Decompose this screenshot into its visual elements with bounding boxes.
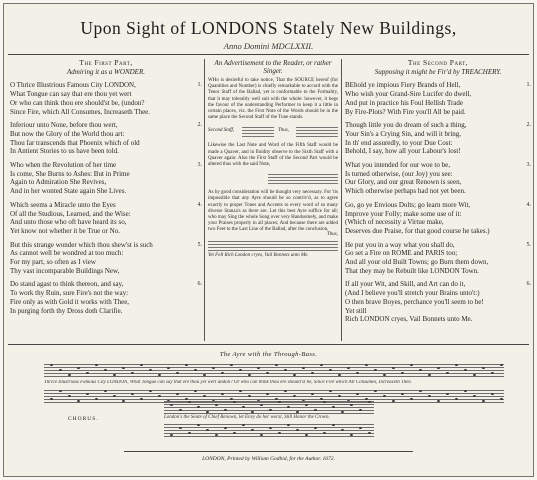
music-note	[239, 390, 242, 392]
music-note	[323, 401, 326, 403]
music-note	[176, 372, 179, 374]
music-note	[287, 424, 290, 426]
advertisement-paragraph-2: Likewise the Last Note and Word of the Fifth Staff would be made a Quaver, and in fluidity observe to the Sixth Staff with a Quaver again: Also the First Staff of the Second Part would be altered thus with the said Note,	[208, 143, 338, 168]
music-note	[332, 424, 335, 426]
column-divider-left	[204, 59, 205, 341]
advertisement-staff-2	[208, 172, 338, 186]
music-note	[269, 427, 272, 429]
music-note	[224, 427, 227, 429]
verse-line: Is come, She Burns to Ashes: But in Prime	[10, 169, 130, 178]
column-divider-right	[341, 59, 342, 341]
music-note	[233, 432, 236, 434]
music-note	[50, 398, 53, 400]
music-note	[446, 372, 449, 374]
verse-line: BEhold ye impious Fiery Brands of Hell,	[345, 81, 461, 90]
music-note	[230, 364, 233, 366]
music-note	[320, 364, 323, 366]
verse-line: What Tongue can say that ere thou yet wert	[10, 90, 132, 99]
verse-line: Which otherwise perhaps had not yet been.	[345, 187, 466, 196]
advertisement-paragraph-3: As by good consideration will be thought very necessary. For 'tis impossible that any Ayre should be so contriv'd, as to agree exactly to proper Tones and Accents to every word of so many diverse Stanza's as there are. Let this best Ayre suffice for all; who may Sing the whole Song over very Handsomely, and make your Praises properly in all places; And because there are added two Feet to the Last Line of the Ballad, after the conclusion,	[208, 190, 338, 233]
music-note	[305, 404, 308, 406]
music-note	[77, 367, 80, 369]
music-note	[269, 409, 272, 411]
verse-line: And unto those who oft have heard its so,	[10, 218, 127, 227]
verse-line: But this strange wonder which thou shew'st is such	[10, 240, 153, 249]
music-note	[95, 398, 98, 400]
music-note	[278, 401, 281, 403]
top-rule	[8, 54, 529, 55]
staff-label-thus-2: Thus,	[327, 231, 338, 237]
music-note	[185, 398, 188, 400]
verse	[10, 201, 202, 236]
music-note	[233, 401, 236, 403]
verse-line: Do stand agast to think thereon, and say,	[10, 280, 124, 289]
music-staff-4	[164, 424, 374, 438]
verse-line: For my part, so often as I view	[10, 258, 96, 267]
music-note	[212, 367, 215, 369]
music-note	[365, 364, 368, 366]
first-part-subheading: Admiring it as a WONDER.	[67, 67, 145, 76]
second-part-verses	[345, 81, 531, 324]
second-part-column	[345, 59, 531, 324]
verse-line: Thy vast incomparable Buildings New,	[10, 266, 120, 275]
music-note	[176, 393, 179, 395]
broadside-sheet	[3, 3, 534, 477]
advertisement-column	[208, 59, 338, 264]
tune-lyric-2: London's the Seate of Chief Renown, let Envy do her worst, Still Honor the Crown.	[164, 415, 330, 420]
verse	[345, 161, 531, 196]
staff-label-second: Second Staff,	[208, 128, 235, 134]
footer-rule	[124, 451, 413, 452]
verse	[345, 81, 531, 116]
music-note	[311, 372, 314, 374]
first-part-heading: The First Part,	[79, 58, 133, 67]
music-note	[86, 372, 89, 374]
verse-line: Yet know not whether it be True or No.	[10, 226, 120, 235]
music-note	[179, 409, 182, 411]
music-note	[170, 404, 173, 406]
verse-line: And all your old Built Towns; go Burn them down,	[345, 258, 489, 267]
music-note	[185, 364, 188, 366]
music-note	[365, 398, 368, 400]
music-note	[500, 364, 503, 366]
verse-line: Which seems a Miracle unto the Eyes	[10, 200, 116, 209]
music-staff-3	[164, 401, 374, 415]
music-note	[368, 401, 371, 403]
advertisement-staff-3	[208, 231, 338, 260]
music-note	[350, 404, 353, 406]
tune-title: The Ayre with the Through-Bass.	[219, 351, 318, 358]
verse-number: 6.	[526, 281, 531, 288]
verse	[10, 280, 202, 315]
verse-line: Behold, I say, how all your Labour's lost!	[345, 147, 461, 156]
verse-line: O then brave Boyes, perchance you'll seem to be!	[345, 297, 484, 306]
verse-number: 3.	[197, 162, 202, 169]
music-note	[59, 390, 62, 392]
verse-line: That they may be Rebuilt like LONDON Town.	[345, 266, 479, 275]
verse-line: Though little you do dream of such a thing,	[345, 121, 467, 130]
verse-line: In purging forth thy Dross doth Clarifie.	[10, 306, 123, 315]
verse	[345, 201, 531, 236]
music-note	[224, 409, 227, 411]
imprint-footer: LONDON, Printed by William Godbid, for the Author. 1672.	[202, 456, 335, 462]
verse-line: Your Sin's a Crying Sin, and will it bring,	[345, 129, 462, 138]
verse-line: Deserves due Praise, for that good course he takes.)	[345, 226, 490, 235]
verse-line: Yet still	[345, 306, 367, 315]
music-note	[311, 393, 314, 395]
music-note	[86, 393, 89, 395]
verse	[345, 241, 531, 276]
advertisement-staff-1	[208, 125, 338, 139]
music-note	[320, 398, 323, 400]
music-note	[419, 390, 422, 392]
music-note	[221, 393, 224, 395]
page-title: Upon Sight of LONDONS Stately New Buildings,	[80, 18, 457, 38]
verse-line: To work thy Ruin, sure Fire's not the way:	[10, 289, 129, 298]
verse-number: 2.	[526, 122, 531, 129]
music-note	[401, 372, 404, 374]
music-note	[356, 372, 359, 374]
music-note	[314, 427, 317, 429]
first-part-verses	[10, 81, 202, 315]
music-note	[95, 364, 98, 366]
music-note	[401, 393, 404, 395]
verse-line: O Thrice Illustrious Famous City LONDON,	[10, 81, 136, 90]
verse-line: In Antient Stories to us have been told.	[10, 147, 119, 156]
music-note	[437, 367, 440, 369]
music-note	[302, 367, 305, 369]
verse-line: Is turned otherwise, (our Joy) you see:	[345, 169, 453, 178]
verse-line: Go set a Fire on ROME and PARIS too;	[345, 249, 458, 258]
verse-number: 6.	[197, 281, 202, 288]
verse-line: Go, go ye Envious Dolts; go learn more Wit,	[345, 200, 471, 209]
advertisement-heading: An Advertisement to the Reader, or rather Singer.	[214, 59, 332, 75]
staff-lyric: Yet Fell Rich London cryes, Vail Bonnets unto Me.	[208, 252, 309, 258]
music-note	[131, 372, 134, 374]
verse-line: He put you in a way what you shall do,	[345, 240, 455, 249]
music-note	[221, 372, 224, 374]
music-note	[131, 393, 134, 395]
music-note	[266, 393, 269, 395]
verse-number: 4.	[526, 201, 531, 208]
verse-number: 1.	[526, 82, 531, 89]
music-staff-1	[44, 364, 504, 378]
music-note	[275, 364, 278, 366]
second-part-heading: The Second Part,	[407, 58, 469, 67]
verse-number: 1.	[197, 82, 202, 89]
verse-line: Again to Admiration She Revives,	[10, 178, 107, 187]
verse-line: Improve your Folly; make some use of it:	[345, 209, 462, 218]
tune-lyric-1: Thrice Illustrious Famous City LONDON, What Tongue can say that ere thou yet wert undon? Or who can think thou ere should'st be, Since Fire which All Consumes, Increaseth Thee.	[44, 380, 412, 385]
music-note	[374, 390, 377, 392]
verse-line: (And I believe you'll stretch your Brains unto't:)	[345, 289, 480, 298]
verse-line: If all your Wit, and Skill, and Art can do it,	[345, 280, 466, 289]
music-note	[104, 390, 107, 392]
verse	[345, 280, 531, 324]
music-note	[140, 364, 143, 366]
music-note	[368, 432, 371, 434]
music-rule	[8, 344, 529, 345]
advertisement-paragraph-1: WHo is desireful to take notice, That the SOURCE hereof (for Quantities and Number) is chiefly remarkable to accord with the Tenor Staff of the Ballad, yet is conformable to the Formality, that it may tolerably well suit with the whole: however, it begs the favour of the understanding Performer to keep it a little in certain places, viz. the First Note of the Words should be in the same place the Second Staff of the Tune stands.	[208, 78, 338, 121]
verse-line: Inferiour unto None, before thou wert,	[10, 121, 118, 130]
music-note	[194, 390, 197, 392]
verse-line: Rich LONDON cryes, Vail Bonnets unto Me.	[345, 315, 473, 324]
music-note	[167, 367, 170, 369]
verse-line: And in her wonted State again She Lives.	[10, 187, 127, 196]
music-note	[323, 432, 326, 434]
verse-line: What you intended for our woe to be,	[345, 161, 450, 170]
verse-number: 5.	[526, 241, 531, 248]
music-note	[329, 390, 332, 392]
music-note	[140, 398, 143, 400]
music-note	[197, 424, 200, 426]
verse-number: 5.	[197, 241, 202, 248]
music-note	[188, 401, 191, 403]
verse-line: Who wish your Grand-Sire Lucifer do dwell,	[345, 90, 472, 99]
verse-line: Since Fire, which All Consumes, Increaseth Thee.	[10, 107, 151, 116]
music-note	[392, 367, 395, 369]
staff-label-thus-1: Thus,	[278, 128, 289, 134]
music-note	[359, 427, 362, 429]
verse	[345, 121, 531, 156]
verse-line: In th' end assuredly, to your Due Cost:	[345, 138, 453, 147]
music-note	[491, 393, 494, 395]
verse	[10, 161, 202, 196]
music-note	[275, 398, 278, 400]
music-note	[266, 372, 269, 374]
verse-line: As cannot well be wondred at too much:	[10, 249, 124, 258]
music-note	[482, 367, 485, 369]
music-note	[149, 390, 152, 392]
music-note	[410, 364, 413, 366]
music-note	[464, 390, 467, 392]
chorus-label: CHORUS.	[68, 416, 99, 422]
verse-line: But now the Glory of the World thou art:	[10, 129, 125, 138]
verse	[10, 121, 202, 156]
music-note	[347, 367, 350, 369]
music-note	[500, 398, 503, 400]
music-note	[179, 427, 182, 429]
music-note	[50, 364, 53, 366]
music-note	[359, 409, 362, 411]
music-note	[122, 367, 125, 369]
music-note	[491, 372, 494, 374]
music-note	[356, 393, 359, 395]
verse-line: By Fire-Plots? With Fire you'll All be paid.	[345, 107, 466, 116]
verse-line: (Which of necessity a Virtue make,	[345, 218, 444, 227]
verse-number: 4.	[197, 201, 202, 208]
music-note	[257, 367, 260, 369]
verse-line: Fire only as with Gold it works with Thee,	[10, 297, 130, 306]
music-note	[446, 393, 449, 395]
verse-line: Of all the Studious, Learned, and the Wise:	[10, 209, 131, 218]
verse-line: Thou far transcends that Phoenix which of old	[10, 138, 140, 147]
first-part-column	[10, 59, 202, 315]
verse-number: 2.	[197, 122, 202, 129]
music-note	[284, 390, 287, 392]
music-note	[260, 404, 263, 406]
verse-line: Or who can think thou ere should'st be, (undon?	[10, 98, 145, 107]
verse-line: And put in practice his Foul Hellish Trade	[345, 98, 464, 107]
verse-line: Our Glory, and our great Renown is seen,	[345, 178, 462, 187]
music-note	[242, 424, 245, 426]
verse-line: Who when the Revolution of her time	[10, 161, 117, 170]
music-note	[455, 364, 458, 366]
second-part-subheading: Supposing it might be Fir'd by TREACHERY.	[374, 67, 502, 76]
music-note	[215, 404, 218, 406]
music-note	[230, 398, 233, 400]
page-subtitle: Anno Domini MDCLXXII.	[223, 41, 314, 51]
music-note	[410, 398, 413, 400]
music-note	[278, 432, 281, 434]
music-note	[314, 409, 317, 411]
music-note	[455, 398, 458, 400]
verse-number: 3.	[526, 162, 531, 169]
verse	[10, 241, 202, 276]
music-note	[188, 432, 191, 434]
verse	[10, 81, 202, 116]
